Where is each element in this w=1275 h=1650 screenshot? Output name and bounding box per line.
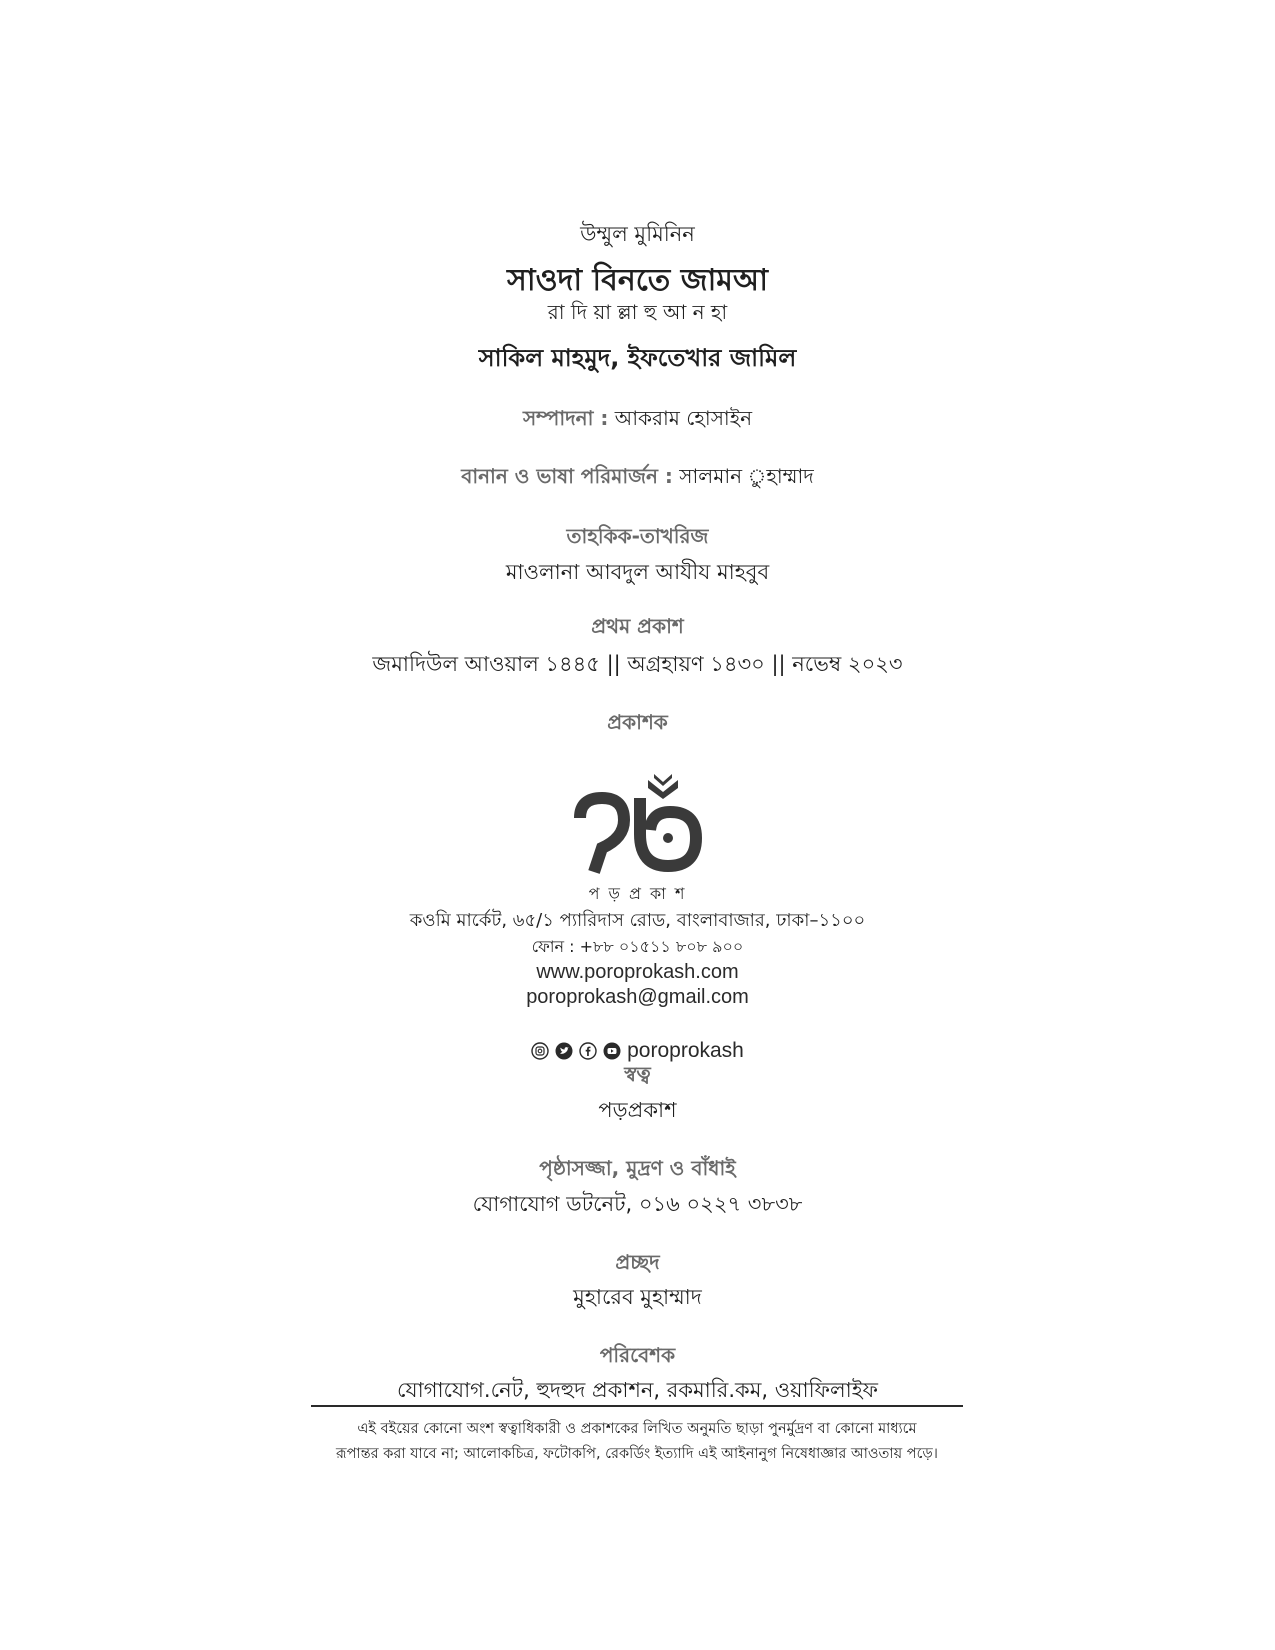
first-publication-label: প্রথম প্রকাশ	[591, 614, 684, 638]
copyright-notice-line1: এই বইয়ের কোনো অংশ স্বত্বাধিকারী ও প্রকাশকের লিখিত অনুমতি ছাড়া পুনর্মুদ্রণ বা কোনো মাধ্যমে	[357, 1421, 917, 1437]
publisher-phone: ফোন : +৮৮ ০১৫১১ ৮০৮ ৯০০	[531, 937, 744, 956]
copyright-holder: পড়প্রকাশ	[598, 1098, 677, 1122]
publisher-email[interactable]: poroprokash@gmail.com	[526, 986, 749, 1008]
copyright-notice-line2: রূপান্তর করা যাবে না; আলোকচিত্র, ফটোকপি, রেকর্ডিং ইত্যাদি এই আইনানুগ নিষেধাজ্ঞার আওতায় পড়ে।	[336, 1446, 938, 1462]
instagram-icon[interactable]	[531, 1042, 549, 1060]
editor-name: আকরাম হোসাইন	[614, 406, 753, 430]
cover-designer: মুহারেব মুহাম্মাদ	[573, 1285, 702, 1309]
authors: সাকিল মাহমুদ, ইফতেখার জামিল	[478, 344, 797, 372]
publisher-address: কওমি মার্কেট, ৬৫/১ প্যারিদাস রোড, বাংলাবাজার, ঢাকা–১১০০	[409, 910, 866, 931]
proofreading-line	[0, 462, 1275, 495]
distributors-label: পরিবেশক	[599, 1343, 676, 1367]
proofreader-name: সালমান ুহাম্মাদ	[679, 464, 814, 488]
proofreading-label: বানান ও ভাষা পরিমার্জন :	[461, 464, 673, 488]
publisher-label: প্রকাশক	[607, 710, 668, 734]
twitter-icon[interactable]	[555, 1042, 573, 1060]
tahqiq-name: মাওলানা আবদুল আযীয মাহবুব	[505, 560, 770, 584]
copyright-label: স্বত্ব	[624, 1062, 651, 1086]
facebook-icon[interactable]	[579, 1042, 597, 1060]
publisher-website[interactable]: www.poroprokash.com	[536, 961, 739, 983]
production-label: পৃষ্ঠাসজ্জা, মুদ্রণ ও বাঁধাই	[539, 1156, 736, 1180]
book-logo-icon	[562, 768, 712, 878]
book-title: সাওদা বিনতে জামআ	[507, 263, 768, 298]
youtube-icon[interactable]	[603, 1042, 621, 1060]
production-value: যোগাযোগ ডটনেট, ০১৬ ০২২৭ ৩৮৩৮	[472, 1192, 803, 1216]
editing-line	[0, 404, 1275, 437]
honorific: রা দি য়া ল্লা হু আ ন হা	[547, 300, 728, 324]
social-handle[interactable]: poroprokash	[627, 1039, 744, 1062]
tahqiq-label: তাহকিক-তাখরিজ	[566, 524, 709, 548]
first-publication-date: জমাদিউল আওয়াল ১৪৪৫ || অগ্রহায়ণ ১৪৩০ || নভেম্ব ২০২৩	[372, 652, 903, 676]
divider	[311, 1405, 963, 1407]
editing-label: সম্পাদনা :	[522, 406, 609, 430]
cover-label: প্রচ্ছদ	[615, 1250, 660, 1274]
publisher-logo	[562, 768, 712, 878]
logo-caption: প ড় প্র কা শ	[588, 884, 687, 903]
distributors-names: যোগাযোগ.নেট, হুদহুদ প্রকাশন, রকমারি.কম, ওয়াফিলাইফ	[396, 1378, 878, 1402]
series-title: উম্মুল মুমিনিন	[580, 222, 695, 246]
